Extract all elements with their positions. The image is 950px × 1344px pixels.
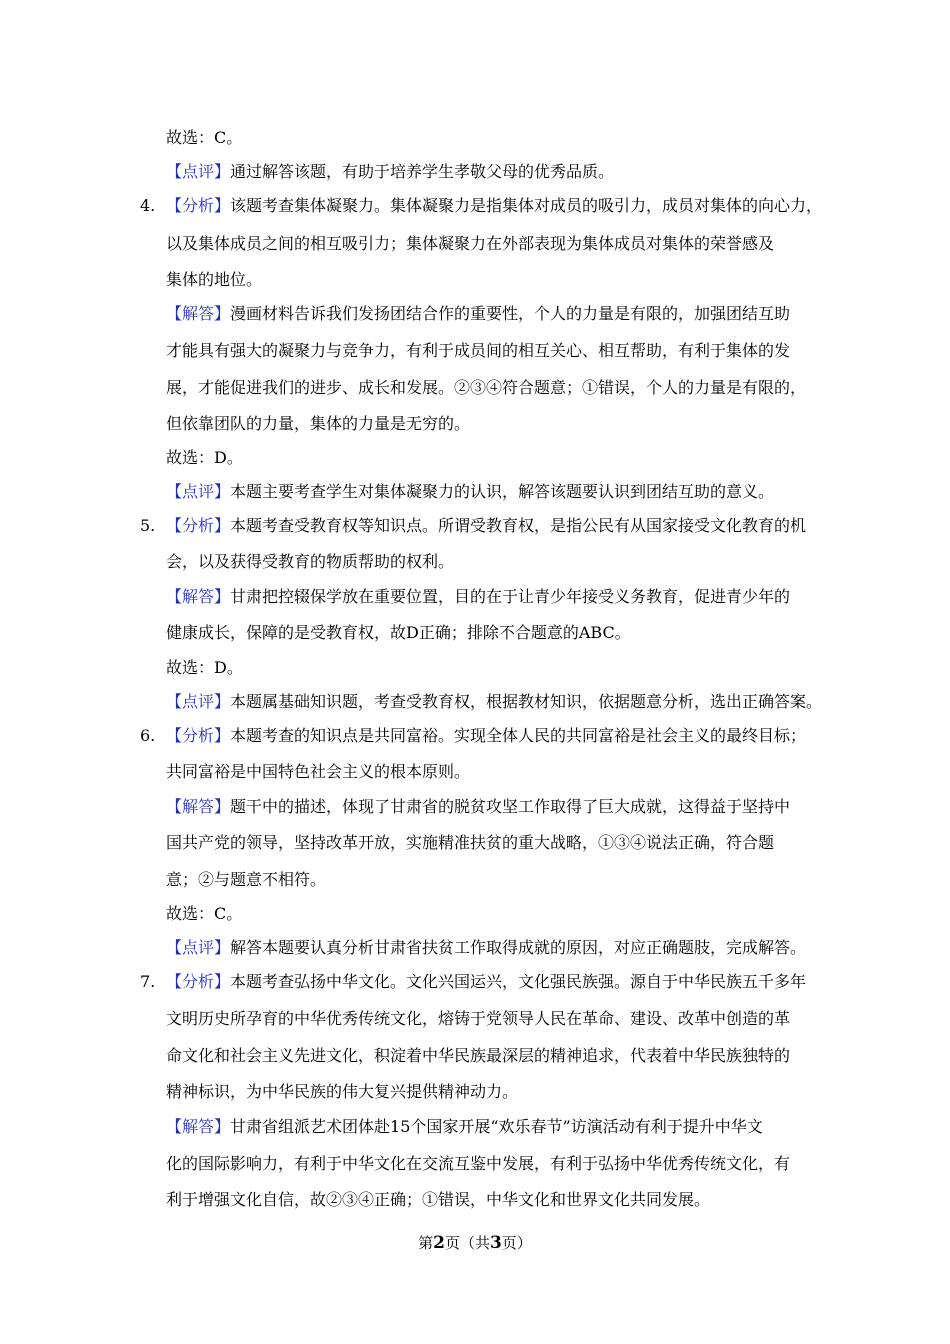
section-tag: 【解答】 — [166, 797, 231, 816]
text-line — [166, 234, 774, 254]
text-line — [166, 1190, 710, 1210]
line-text: 化的国际影响力，有利于中华文化在交流互鉴中发展，有利于弘扬中华优秀传统文化，有 — [166, 1154, 791, 1173]
line-text: 本题考查弘扬中华文化。文化兴国运兴，文化强民族强。源自于中华民族五千多年 — [230, 972, 807, 991]
text-line — [166, 448, 243, 468]
line-text: 故选：D。 — [166, 658, 243, 677]
question-number: 5. — [140, 516, 156, 535]
text-line — [166, 304, 790, 324]
text-line — [166, 482, 774, 502]
question-number: 4. — [140, 196, 156, 215]
line-text: 但依靠团队的力量，集体的力量是无穷的。 — [166, 414, 471, 433]
line-text: 会，以及获得受教育的物质帮助的权利。 — [166, 552, 455, 571]
line-text: 甘肃省组派艺术团体赴15个国家开展“欢乐春节”访演活动有利于提升中华文 — [230, 1117, 763, 1136]
page-footer — [0, 1233, 950, 1253]
section-tag: 【点评】 — [166, 482, 231, 501]
text-line — [166, 726, 806, 746]
line-text: 题干中的描述，体现了甘肃省的脱贫攻坚工作取得了巨大成就，这得益于坚持中 — [230, 797, 791, 816]
line-text: 通过解答该题，有助于培养学生孝敬父母的优秀品质。 — [230, 162, 615, 181]
line-text: 本题考查的知识点是共同富裕。实现全体人民的共同富裕是社会主义的最终目标； — [230, 726, 807, 745]
section-tag: 【解答】 — [166, 1117, 231, 1136]
line-text: 故选：D。 — [166, 448, 243, 467]
line-text: 文明历史所孕育的中华优秀传统文化，熔铸于党领导人民在革命、建设、改革中创造的革 — [166, 1009, 791, 1028]
line-text: 本题属基础知识题，考查受教育权，根据教材知识，依据题意分析，选出正确答案。 — [230, 692, 823, 711]
text-line — [166, 196, 822, 216]
text-line — [166, 938, 806, 958]
text-line — [166, 833, 774, 853]
line-text: 该题考查集体凝聚力。集体凝聚力是指集体对成员的吸引力，成员对集体的向心力， — [230, 196, 823, 215]
line-text: 命文化和社会主义先进文化，积淀着中华民族最深层的精神追求，代表着中华民族独特的 — [166, 1046, 791, 1065]
line-text: 展，才能促进我们的进步、成长和发展。②③④符合题意；①错误，个人的力量是有限的， — [166, 378, 807, 397]
text-line — [166, 658, 243, 678]
text-line — [166, 904, 242, 924]
text-line — [166, 341, 790, 361]
line-text: 集体的地位。 — [166, 270, 263, 289]
section-tag: 【分析】 — [166, 726, 231, 745]
section-tag: 【解答】 — [166, 304, 231, 323]
text-line — [166, 972, 806, 992]
text-line — [166, 1082, 518, 1102]
section-tag: 【分析】 — [166, 972, 231, 991]
text-line — [166, 1009, 790, 1029]
footer-suffix: 页） — [501, 1234, 532, 1252]
line-text: 漫画材料告诉我们发扬团结合作的重要性，个人的力量是有限的，加强团结互助 — [230, 304, 791, 323]
question-number: 6. — [140, 726, 156, 745]
line-text: 共同富裕是中国特色社会主义的根本原则。 — [166, 762, 471, 781]
footer-total-pages: 3 — [490, 1233, 502, 1253]
section-tag: 【点评】 — [166, 162, 231, 181]
text-line — [166, 623, 631, 643]
line-text: 健康成长，保障的是受教育权，故D正确；排除不合题意的ABC。 — [166, 623, 631, 642]
line-text: 本题主要考查学生对集体凝聚力的认识，解答该题要认识到团结互助的意义。 — [230, 482, 775, 501]
text-line — [166, 1117, 763, 1137]
section-tag: 【点评】 — [166, 692, 231, 711]
text-line — [166, 414, 470, 434]
text-line — [166, 797, 790, 817]
text-line — [166, 162, 614, 182]
line-text: 本题考查受教育权等知识点。所谓受教育权，是指公民有从国家接受文化教育的机 — [230, 516, 807, 535]
section-tag: 【分析】 — [166, 196, 231, 215]
text-line — [166, 552, 454, 572]
text-line — [166, 516, 806, 536]
text-line — [166, 128, 242, 148]
line-text: 甘肃把控辍保学放在重要位置，目的在于让青少年接受义务教育，促进青少年的 — [230, 587, 791, 606]
line-text: 意；②与题意不相符。 — [166, 870, 327, 889]
line-text: 精神标识，为中华民族的伟大复兴提供精神动力。 — [166, 1082, 519, 1101]
text-line — [166, 587, 790, 607]
text-line — [166, 1046, 790, 1066]
section-tag: 【解答】 — [166, 587, 231, 606]
line-text: 国共产党的领导，坚持改革开放，实施精准扶贫的重大战略，①③④说法正确，符合题 — [166, 833, 775, 852]
text-line — [166, 762, 470, 782]
line-text: 才能具有强大的凝聚力与竞争力，有利于成员间的相互关心、相互帮助，有利于集体的发 — [166, 341, 791, 360]
footer-middle: 页（共 — [444, 1234, 490, 1252]
footer-prefix: 第 — [418, 1234, 434, 1252]
question-number: 7. — [140, 972, 156, 991]
text-line — [166, 870, 326, 890]
text-line — [166, 378, 806, 398]
line-text: 解答本题要认真分析甘肃省扶贫工作取得成就的原因，对应正确题肢，完成解答。 — [230, 938, 807, 957]
line-text: 故选：C。 — [166, 128, 243, 147]
text-line — [166, 1154, 790, 1174]
line-text: 利于增强文化自信，故②③④正确；①错误，中华文化和世界文化共同发展。 — [166, 1190, 711, 1209]
section-tag: 【点评】 — [166, 938, 231, 957]
line-text: 以及集体成员之间的相互吸引力；集体凝聚力在外部表现为集体成员对集体的荣誉感及 — [166, 234, 775, 253]
line-text: 故选：C。 — [166, 904, 243, 923]
footer-page-number: 2 — [433, 1233, 445, 1253]
section-tag: 【分析】 — [166, 516, 231, 535]
text-line — [166, 270, 262, 290]
text-line — [166, 692, 822, 712]
